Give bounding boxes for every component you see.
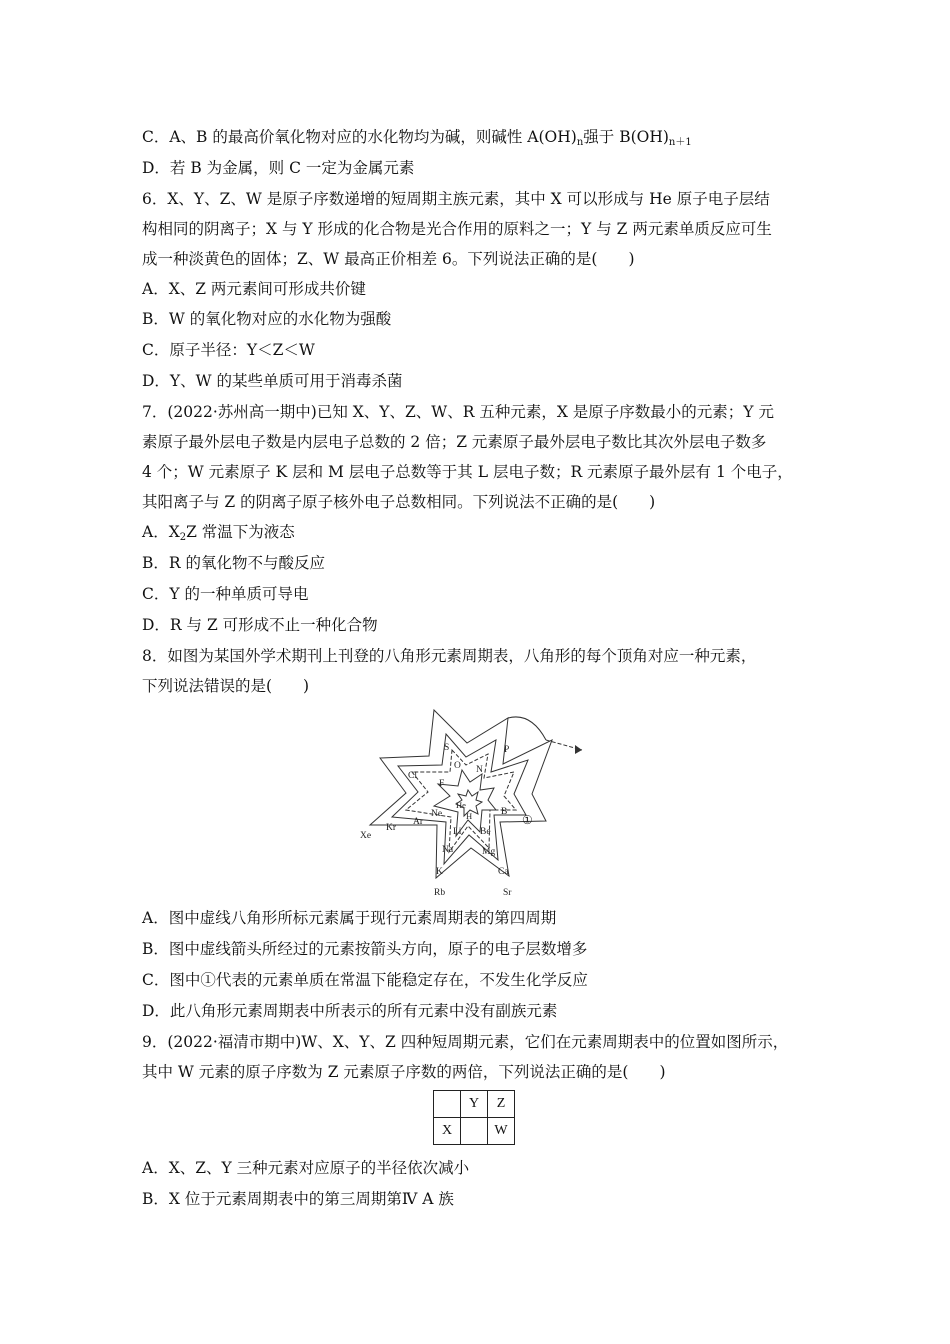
element-label: N — [476, 765, 483, 775]
spiral-tail — [508, 717, 546, 740]
element-label: S — [444, 743, 450, 753]
table-cell — [461, 1118, 488, 1145]
q9-periodic-position-table — [433, 1090, 515, 1145]
q7-stem-line: 其阳离子与 Z 的阴离子原子核外电子总数相同。下列说法不正确的是( ) — [142, 493, 656, 511]
q6-stem-line: 6．X、Y、Z、W 是原子序数递增的短周期主族元素，其中 X 可以形成与 He 原子电子层结 — [142, 190, 770, 208]
arrow-head-icon — [575, 745, 582, 754]
q9-option-b: B．X 位于元素周期表中的第三周期第Ⅳ A 族 — [142, 1190, 454, 1208]
element-label: Be — [480, 827, 491, 837]
element-label: Xe — [360, 831, 372, 841]
q6-option-c: C．原子半径：Y＜Z＜W — [142, 341, 315, 359]
element-label: Na — [442, 845, 454, 855]
table-cell: X — [434, 1118, 461, 1145]
table-cell: Y — [461, 1091, 488, 1118]
element-label: H — [466, 811, 473, 821]
element-label: Ne — [431, 809, 443, 819]
table-cell: Z — [488, 1091, 515, 1118]
q6-option-a: A．X、Z 两元素间可形成共价键 — [142, 280, 366, 298]
q9-stem-line: 9．(2022·福清市期中)W、X、Y、Z 四种短周期元素，它们在元素周期表中的位置如图所示， — [142, 1033, 789, 1051]
octagonal-periodic-table-figure — [356, 702, 592, 898]
table-cell: W — [488, 1118, 515, 1145]
q8-stem-line: 下列说法错误的是( ) — [142, 677, 310, 695]
element-label: Kr — [386, 823, 397, 833]
element-label: Li — [453, 827, 462, 837]
element-label: Ar — [413, 817, 424, 827]
q8-option-c: C．图中①代表的元素单质在常温下能稳定存在，不发生化学反应 — [142, 971, 588, 989]
table-row — [434, 1091, 515, 1118]
q5-option-d: D．若 B 为金属，则 C 一定为金属元素 — [142, 159, 415, 177]
q8-option-d: D．此八角形元素周期表中所表示的所有元素中没有副族元素 — [142, 1002, 558, 1020]
element-label: Sr — [503, 888, 512, 898]
q8-option-b: B．图中虚线箭头所经过的元素按箭头方向，原子的电子层数增多 — [142, 940, 588, 958]
q9-stem-line: 其中 W 元素的原子序数为 Z 元素原子序数的两倍，下列说法正确的是( ) — [142, 1063, 666, 1081]
q6-stem-line: 成一种淡黄色的固体；Z、W 最高正价相差 6。下列说法正确的是( ) — [142, 250, 635, 268]
element-label: Ca — [498, 867, 509, 877]
q8-stem-line: 8．如图为某国外学术期刊上刊登的八角形元素周期表，八角形的每个顶角对应一种元素， — [142, 647, 757, 665]
q7-option-d: D．R 与 Z 可形成不止一种化合物 — [142, 616, 378, 634]
q6-option-d: D．Y、W 的某些单质可用于消毒杀菌 — [142, 372, 403, 390]
q5-option-c: C．A、B 的最高价氧化物对应的水化物均为碱，则碱性 $A(OH)_n$强于 $B(OH)_{n+1}$ — [142, 128, 692, 148]
element-label: O — [454, 761, 461, 771]
outer-star-outline — [370, 710, 552, 878]
q8-option-a: A．图中虚线八角形所标元素属于现行元素周期表的第四周期 — [142, 909, 557, 927]
table-cell — [434, 1091, 461, 1118]
element-label: K — [436, 867, 443, 877]
q7-stem-line: 4 个；W 元素原子 K 层和 M 层电子总数等于其 L 层电子数；R 元素原子最外层有 1 个电子， — [142, 463, 793, 481]
q6-stem-line: 构相同的阴离子；X 与 Y 形成的化合物是光合作用的原料之一；Y 与 Z 两元素单质反应可生 — [142, 220, 772, 238]
q7-stem-line: 素原子最外层电子数是内层电子总数的 2 倍；Z 元素原子最外层电子数比其次外层电子数多 — [142, 433, 767, 451]
element-label: F — [439, 779, 445, 789]
element-label: B — [501, 807, 508, 817]
element-label: He — [456, 800, 466, 810]
q7-option-b: B．R 的氧化物不与酸反应 — [142, 554, 325, 572]
element-label: Rb — [434, 888, 446, 898]
q9-option-a: A．X、Z、Y 三种元素对应原子的半径依次减小 — [142, 1159, 470, 1177]
q7-option-a: A．$X_2Z$ 常温下为液态 — [142, 523, 295, 543]
element-label: Mg — [482, 847, 496, 857]
marker-circled-one: ① — [522, 813, 533, 827]
q7-stem-line: 7．(2022·苏州高一期中)已知 X、Y、Z、W、R 五种元素，X 是原子序数最小的元素；Y 元 — [142, 403, 774, 421]
table-row — [434, 1118, 515, 1145]
element-label: P — [504, 745, 510, 755]
element-label: Cl — [408, 771, 417, 781]
q7-option-c: C．Y 的一种单质可导电 — [142, 585, 309, 603]
q6-option-b: B．W 的氧化物对应的水化物为强酸 — [142, 310, 392, 328]
